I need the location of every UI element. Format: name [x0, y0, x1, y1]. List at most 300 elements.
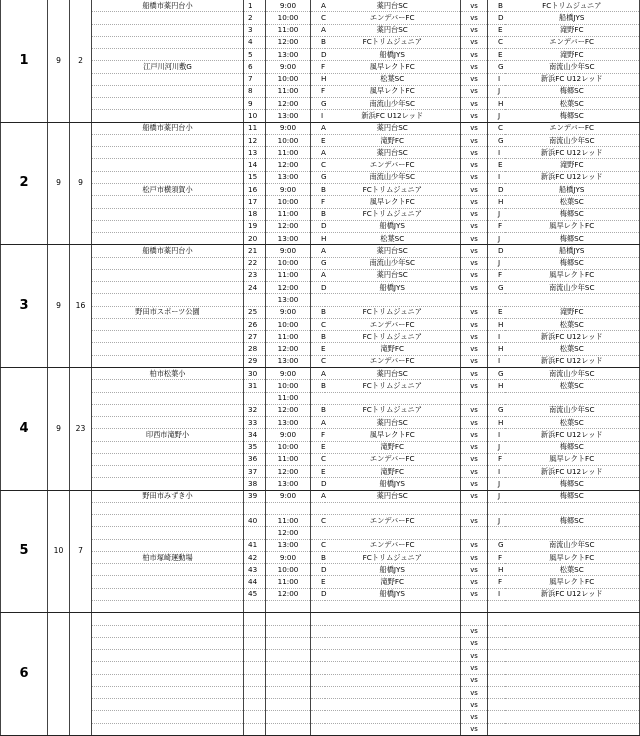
- section-number: 3: [1, 245, 48, 368]
- away-team: 南流山少年SC: [505, 539, 640, 551]
- venue-cell: [92, 466, 244, 478]
- match-row: [1, 122, 640, 134]
- vs-label: vs: [461, 637, 488, 649]
- venue-cell: [92, 613, 244, 625]
- vs-label: [461, 392, 488, 404]
- away-group: G: [488, 404, 505, 416]
- home-team: FCトリムジュニア: [325, 36, 461, 48]
- vs-label: vs: [461, 36, 488, 48]
- kickoff-time: 13:00: [266, 110, 311, 122]
- kickoff-time: 12:00: [266, 282, 311, 294]
- home-group: B: [311, 208, 325, 220]
- home-team: [325, 711, 461, 723]
- venue-cell: [92, 171, 244, 183]
- kickoff-time: 12:00: [266, 466, 311, 478]
- away-group: J: [488, 441, 505, 453]
- match-number: 22: [244, 257, 266, 269]
- venue-cell: [92, 539, 244, 551]
- venue-cell: [92, 576, 244, 588]
- match-number: [244, 686, 266, 698]
- match-number: 6: [244, 61, 266, 73]
- match-number: [244, 613, 266, 625]
- kickoff-time: 11:00: [266, 453, 311, 465]
- away-group: [488, 601, 505, 613]
- away-group: I: [488, 171, 505, 183]
- kickoff-time: [266, 723, 311, 735]
- away-group: I: [488, 147, 505, 159]
- vs-label: [461, 294, 488, 306]
- vs-label: vs: [461, 208, 488, 220]
- home-team: 薬円台SC: [325, 147, 461, 159]
- away-group: [488, 613, 505, 625]
- match-number: 9: [244, 98, 266, 110]
- home-group: A: [311, 490, 325, 502]
- venue-cell: [92, 417, 244, 429]
- home-team: [325, 502, 461, 514]
- away-group: E: [488, 49, 505, 61]
- home-team: 薬円台SC: [325, 122, 461, 134]
- home-group: B: [311, 306, 325, 318]
- vs-label: vs: [461, 429, 488, 441]
- away-group: I: [488, 355, 505, 367]
- home-group: [311, 699, 325, 711]
- match-number: 27: [244, 331, 266, 343]
- away-team: 梅郷SC: [505, 85, 640, 97]
- match-row: [1, 429, 640, 441]
- match-row: [1, 392, 640, 404]
- section-number: 6: [1, 613, 48, 736]
- section-month: 9: [48, 367, 70, 490]
- match-number: [244, 723, 266, 735]
- away-group: H: [488, 417, 505, 429]
- away-group: E: [488, 24, 505, 36]
- away-team: 船橋JYS: [505, 12, 640, 24]
- venue-cell: [92, 134, 244, 146]
- match-number: 7: [244, 73, 266, 85]
- away-team: 梅郷SC: [505, 233, 640, 245]
- kickoff-time: 10:00: [266, 134, 311, 146]
- kickoff-time: 12:00: [266, 527, 311, 539]
- home-team: 船橋JYS: [325, 220, 461, 232]
- match-number: [244, 392, 266, 404]
- away-team: FCトリムジュニア: [505, 0, 640, 12]
- home-group: F: [311, 196, 325, 208]
- vs-label: vs: [461, 24, 488, 36]
- home-group: B: [311, 551, 325, 563]
- kickoff-time: 9:00: [266, 0, 311, 12]
- home-group: C: [311, 515, 325, 527]
- home-team: 滝野FC: [325, 343, 461, 355]
- kickoff-time: 10:00: [266, 12, 311, 24]
- home-group: C: [311, 355, 325, 367]
- kickoff-time: [266, 699, 311, 711]
- match-number: 25: [244, 306, 266, 318]
- home-team: 薬円台SC: [325, 490, 461, 502]
- venue-cell: [92, 404, 244, 416]
- match-row: [1, 539, 640, 551]
- venue-cell: [92, 36, 244, 48]
- vs-label: vs: [461, 686, 488, 698]
- vs-label: vs: [461, 466, 488, 478]
- away-group: H: [488, 380, 505, 392]
- kickoff-time: 9:00: [266, 490, 311, 502]
- away-group: [488, 294, 505, 306]
- away-group: J: [488, 110, 505, 122]
- match-row: [1, 196, 640, 208]
- venue-cell: [92, 723, 244, 735]
- venue-cell: [92, 12, 244, 24]
- away-team: 新浜FC U12レッド: [505, 147, 640, 159]
- match-number: 30: [244, 367, 266, 379]
- match-row: [1, 0, 640, 12]
- away-team: 松葉SC: [505, 417, 640, 429]
- vs-label: vs: [461, 269, 488, 281]
- vs-label: vs: [461, 159, 488, 171]
- away-group: I: [488, 429, 505, 441]
- match-row: [1, 699, 640, 711]
- home-group: C: [311, 159, 325, 171]
- home-team: [325, 699, 461, 711]
- match-number: 36: [244, 453, 266, 465]
- match-row: [1, 601, 640, 613]
- match-row: [1, 85, 640, 97]
- vs-label: vs: [461, 699, 488, 711]
- match-number: 29: [244, 355, 266, 367]
- home-team: [325, 674, 461, 686]
- match-number: 8: [244, 85, 266, 97]
- venue-cell: [92, 478, 244, 490]
- vs-label: vs: [461, 134, 488, 146]
- match-row: [1, 404, 640, 416]
- away-team: [505, 699, 640, 711]
- away-team: 松葉SC: [505, 98, 640, 110]
- away-group: J: [488, 515, 505, 527]
- match-number: [244, 601, 266, 613]
- match-row: [1, 294, 640, 306]
- home-team: 風早レクトFC: [325, 85, 461, 97]
- venue-cell: [92, 233, 244, 245]
- vs-label: vs: [461, 0, 488, 12]
- vs-label: [461, 502, 488, 514]
- venue-cell: [92, 24, 244, 36]
- home-group: B: [311, 380, 325, 392]
- match-row: [1, 257, 640, 269]
- home-group: A: [311, 147, 325, 159]
- match-row: [1, 662, 640, 674]
- away-team: [505, 686, 640, 698]
- match-row: [1, 502, 640, 514]
- home-group: [311, 711, 325, 723]
- match-row: [1, 245, 640, 257]
- home-team: [325, 527, 461, 539]
- home-team: [325, 601, 461, 613]
- match-number: 44: [244, 576, 266, 588]
- kickoff-time: 10:00: [266, 73, 311, 85]
- home-group: A: [311, 417, 325, 429]
- home-team: 船橋JYS: [325, 478, 461, 490]
- vs-label: vs: [461, 539, 488, 551]
- venue-cell: 野田市みずき小: [92, 490, 244, 502]
- away-group: F: [488, 269, 505, 281]
- home-team: 滝野FC: [325, 466, 461, 478]
- away-group: H: [488, 98, 505, 110]
- match-row: [1, 110, 640, 122]
- venue-cell: [92, 650, 244, 662]
- venue-cell: [92, 453, 244, 465]
- home-team: 薬円台SC: [325, 0, 461, 12]
- home-group: D: [311, 588, 325, 600]
- match-row: [1, 637, 640, 649]
- match-number: [244, 527, 266, 539]
- venue-cell: [92, 637, 244, 649]
- match-row: [1, 233, 640, 245]
- home-team: 南流山少年SC: [325, 171, 461, 183]
- match-row: [1, 147, 640, 159]
- kickoff-time: 11:00: [266, 147, 311, 159]
- home-team: [325, 637, 461, 649]
- match-row: [1, 36, 640, 48]
- away-group: B: [488, 0, 505, 12]
- away-team: 滝野FC: [505, 24, 640, 36]
- home-group: [311, 625, 325, 637]
- away-team: 滝野FC: [505, 159, 640, 171]
- kickoff-time: 11:00: [266, 392, 311, 404]
- vs-label: vs: [461, 588, 488, 600]
- away-team: 新浜FC U12レッド: [505, 73, 640, 85]
- home-team: 船橋JYS: [325, 564, 461, 576]
- match-number: [244, 711, 266, 723]
- venue-cell: [92, 686, 244, 698]
- home-group: E: [311, 576, 325, 588]
- vs-label: vs: [461, 625, 488, 637]
- home-team: FCトリムジュニア: [325, 380, 461, 392]
- away-team: 松葉SC: [505, 318, 640, 330]
- section-day: 23: [70, 367, 92, 490]
- away-team: 風早レクトFC: [505, 220, 640, 232]
- away-group: J: [488, 208, 505, 220]
- away-team: 風早レクトFC: [505, 269, 640, 281]
- venue-cell: [92, 711, 244, 723]
- match-number: 10: [244, 110, 266, 122]
- home-team: 滝野FC: [325, 441, 461, 453]
- section-day: 7: [70, 490, 92, 613]
- away-group: G: [488, 282, 505, 294]
- home-team: [325, 294, 461, 306]
- kickoff-time: [266, 601, 311, 613]
- match-row: [1, 282, 640, 294]
- vs-label: vs: [461, 331, 488, 343]
- kickoff-time: 13:00: [266, 49, 311, 61]
- vs-label: vs: [461, 564, 488, 576]
- vs-label: vs: [461, 711, 488, 723]
- venue-cell: [92, 502, 244, 514]
- section-day: 2: [70, 0, 92, 122]
- venue-cell: [92, 699, 244, 711]
- away-team: 松葉SC: [505, 343, 640, 355]
- away-team: 風早レクトFC: [505, 576, 640, 588]
- venue-cell: [92, 73, 244, 85]
- away-team: 梅郷SC: [505, 110, 640, 122]
- match-row: [1, 12, 640, 24]
- home-team: FCトリムジュニア: [325, 183, 461, 195]
- match-row: [1, 564, 640, 576]
- venue-cell: [92, 527, 244, 539]
- away-group: [488, 392, 505, 404]
- venue-cell: [92, 269, 244, 281]
- away-team: 滝野FC: [505, 49, 640, 61]
- home-group: C: [311, 453, 325, 465]
- venue-cell: [92, 220, 244, 232]
- away-group: F: [488, 551, 505, 563]
- match-number: 13: [244, 147, 266, 159]
- venue-cell: 野田市スポーツ公園: [92, 306, 244, 318]
- away-team: 南流山少年SC: [505, 61, 640, 73]
- venue-cell: 船橋市薬円台小: [92, 122, 244, 134]
- venue-cell: [92, 441, 244, 453]
- vs-label: vs: [461, 417, 488, 429]
- match-number: 2: [244, 12, 266, 24]
- away-group: [488, 723, 505, 735]
- kickoff-time: 10:00: [266, 380, 311, 392]
- match-row: [1, 343, 640, 355]
- kickoff-time: 13:00: [266, 417, 311, 429]
- away-team: 梅郷SC: [505, 257, 640, 269]
- kickoff-time: [266, 686, 311, 698]
- match-number: 1: [244, 0, 266, 12]
- home-team: 滝野FC: [325, 134, 461, 146]
- venue-cell: [92, 380, 244, 392]
- kickoff-time: [266, 662, 311, 674]
- match-row: [1, 441, 640, 453]
- kickoff-time: 13:00: [266, 233, 311, 245]
- away-group: [488, 650, 505, 662]
- match-number: 14: [244, 159, 266, 171]
- match-row: [1, 650, 640, 662]
- vs-label: [461, 613, 488, 625]
- away-team: 新浜FC U12レッド: [505, 331, 640, 343]
- away-group: G: [488, 539, 505, 551]
- match-number: 16: [244, 183, 266, 195]
- away-team: 松葉SC: [505, 196, 640, 208]
- home-team: 南流山少年SC: [325, 257, 461, 269]
- away-group: D: [488, 12, 505, 24]
- match-number: 40: [244, 515, 266, 527]
- vs-label: vs: [461, 110, 488, 122]
- kickoff-time: 11:00: [266, 85, 311, 97]
- match-row: [1, 711, 640, 723]
- match-row: [1, 355, 640, 367]
- kickoff-time: 13:00: [266, 355, 311, 367]
- vs-label: vs: [461, 441, 488, 453]
- venue-cell: [92, 282, 244, 294]
- home-group: C: [311, 539, 325, 551]
- home-team: 松葉SC: [325, 233, 461, 245]
- kickoff-time: [266, 613, 311, 625]
- venue-cell: [92, 49, 244, 61]
- kickoff-time: 12:00: [266, 343, 311, 355]
- venue-cell: [92, 674, 244, 686]
- home-team: FCトリムジュニア: [325, 331, 461, 343]
- match-number: 38: [244, 478, 266, 490]
- match-row: [1, 24, 640, 36]
- home-group: [311, 527, 325, 539]
- match-row: [1, 515, 640, 527]
- away-team: 梅郷SC: [505, 515, 640, 527]
- match-row: [1, 61, 640, 73]
- kickoff-time: 9:00: [266, 429, 311, 441]
- away-group: [488, 527, 505, 539]
- home-group: C: [311, 12, 325, 24]
- match-row: [1, 331, 640, 343]
- away-team: [505, 392, 640, 404]
- vs-label: vs: [461, 650, 488, 662]
- home-group: F: [311, 429, 325, 441]
- venue-cell: [92, 601, 244, 613]
- home-team: 滝野FC: [325, 576, 461, 588]
- vs-label: vs: [461, 233, 488, 245]
- home-team: エンデバーFC: [325, 159, 461, 171]
- home-group: [311, 502, 325, 514]
- away-group: C: [488, 36, 505, 48]
- match-number: [244, 662, 266, 674]
- kickoff-time: 11:00: [266, 208, 311, 220]
- away-group: D: [488, 183, 505, 195]
- vs-label: [461, 601, 488, 613]
- away-group: H: [488, 343, 505, 355]
- kickoff-time: 9:00: [266, 367, 311, 379]
- away-group: G: [488, 134, 505, 146]
- vs-label: vs: [461, 343, 488, 355]
- match-row: [1, 686, 640, 698]
- match-row: [1, 453, 640, 465]
- away-group: J: [488, 257, 505, 269]
- away-group: I: [488, 73, 505, 85]
- match-row: [1, 613, 640, 625]
- match-row: [1, 380, 640, 392]
- match-number: 28: [244, 343, 266, 355]
- venue-cell: [92, 331, 244, 343]
- vs-label: vs: [461, 355, 488, 367]
- vs-label: vs: [461, 257, 488, 269]
- vs-label: vs: [461, 49, 488, 61]
- away-team: 新浜FC U12レッド: [505, 588, 640, 600]
- away-group: F: [488, 453, 505, 465]
- venue-cell: [92, 85, 244, 97]
- match-number: 19: [244, 220, 266, 232]
- home-team: 船橋JYS: [325, 588, 461, 600]
- vs-label: vs: [461, 404, 488, 416]
- away-team: 新浜FC U12レッド: [505, 466, 640, 478]
- vs-label: vs: [461, 576, 488, 588]
- kickoff-time: 12:00: [266, 588, 311, 600]
- venue-cell: [92, 98, 244, 110]
- away-team: 風早レクトFC: [505, 453, 640, 465]
- away-team: 南流山少年SC: [505, 282, 640, 294]
- away-team: [505, 527, 640, 539]
- away-team: 南流山少年SC: [505, 367, 640, 379]
- vs-label: vs: [461, 122, 488, 134]
- home-group: A: [311, 0, 325, 12]
- away-group: H: [488, 196, 505, 208]
- home-group: [311, 650, 325, 662]
- home-group: E: [311, 441, 325, 453]
- venue-cell: [92, 257, 244, 269]
- vs-label: vs: [461, 183, 488, 195]
- away-group: C: [488, 122, 505, 134]
- home-team: [325, 650, 461, 662]
- match-number: 32: [244, 404, 266, 416]
- venue-cell: [92, 515, 244, 527]
